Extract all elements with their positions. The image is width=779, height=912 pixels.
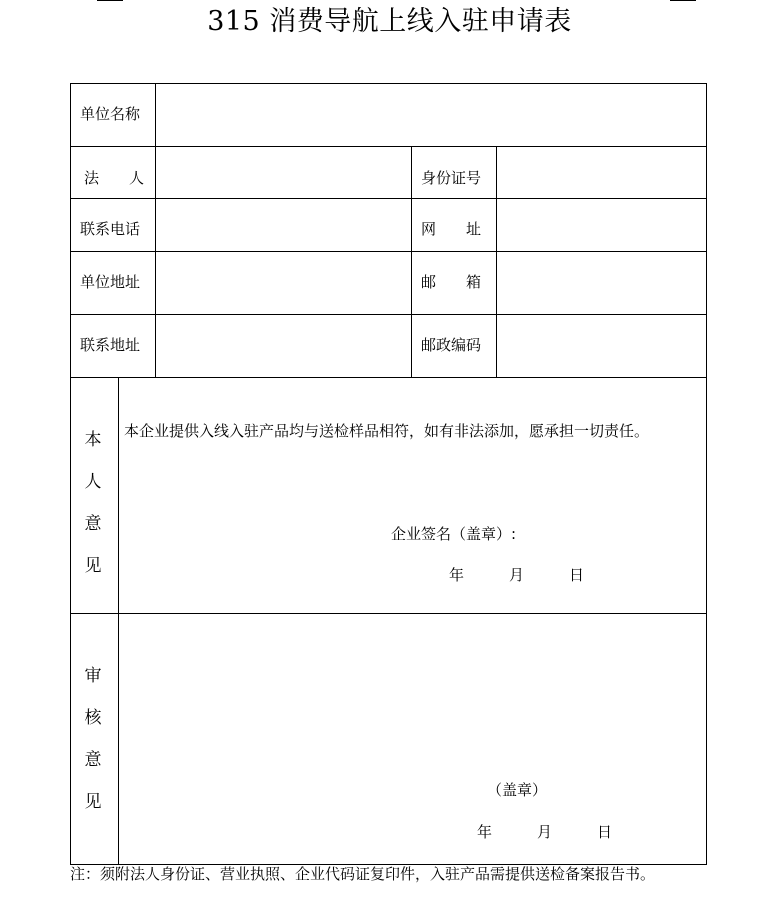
id-number-field[interactable] xyxy=(501,152,705,194)
row-divider xyxy=(70,198,707,199)
row-divider xyxy=(70,251,707,252)
review-label-char: 见 xyxy=(84,792,102,812)
review-date: 年 月 日 xyxy=(477,823,613,841)
column-divider xyxy=(411,146,412,377)
website-field[interactable] xyxy=(501,204,705,246)
review-label-char: 审 xyxy=(84,666,102,686)
unit-address-field[interactable] xyxy=(160,257,409,309)
column-divider xyxy=(155,83,156,377)
contact-address-field[interactable] xyxy=(160,320,409,372)
unit-name-field[interactable] xyxy=(160,90,704,142)
review-label xyxy=(71,655,115,823)
row-divider xyxy=(70,613,707,614)
top-left-mark xyxy=(97,0,123,1)
contact-address-label: 联系地址 xyxy=(80,336,141,354)
unit-name-label: 单位名称 xyxy=(80,105,141,123)
email-label: 邮 箱 xyxy=(421,273,482,291)
phone-field[interactable] xyxy=(160,204,409,246)
row-divider xyxy=(70,146,707,147)
postal-code-label: 邮政编码 xyxy=(421,336,482,354)
legal-person-field[interactable] xyxy=(160,152,409,194)
unit-address-label: 单位地址 xyxy=(80,273,141,291)
top-right-mark xyxy=(670,0,696,1)
opinion-label-char: 意 xyxy=(84,514,102,534)
form-title: 315 消费导航上线入驻申请表 xyxy=(207,6,572,37)
review-label-char: 核 xyxy=(84,708,102,728)
column-divider xyxy=(118,377,119,865)
declaration-statement: 本企业提供入线入驻产品均与送检样品相符，如有非法添加，愿承担一切责任。 xyxy=(124,422,650,440)
row-divider xyxy=(70,377,707,378)
website-label: 网 址 xyxy=(421,220,482,238)
review-label-char: 意 xyxy=(84,750,102,770)
opinion-date: 年 月 日 xyxy=(449,566,585,584)
postal-code-field[interactable] xyxy=(501,320,705,372)
review-seal-label: （盖章） xyxy=(487,781,548,799)
row-divider xyxy=(70,314,707,315)
footnote: 注：须附法人身份证、营业执照、企业代码证复印件，入驻产品需提供送检备案报告书。 xyxy=(70,865,656,883)
legal-person-label: 法 人 xyxy=(84,169,145,187)
id-number-label: 身份证号 xyxy=(421,169,482,187)
column-divider xyxy=(496,146,497,377)
opinion-label-char: 见 xyxy=(84,556,102,576)
email-field[interactable] xyxy=(501,257,705,309)
signature-label: 企业签名（盖章）: xyxy=(391,525,517,543)
opinion-label xyxy=(71,419,115,587)
application-form-table xyxy=(70,83,707,865)
opinion-label-char: 人 xyxy=(84,472,102,492)
phone-label: 联系电话 xyxy=(80,220,141,238)
opinion-label-char: 本 xyxy=(84,430,102,450)
